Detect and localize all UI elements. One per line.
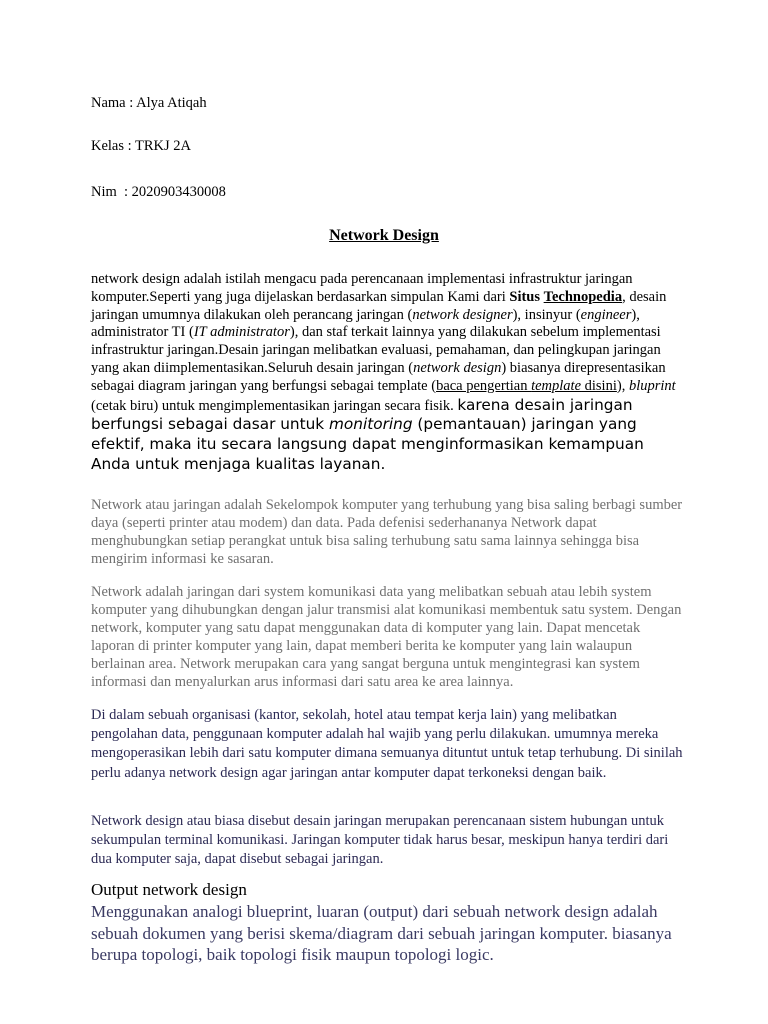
network-system-paragraph: Network adalah jaringan dari system komunikasi data yang melibatkan sebuah atau lebih system komputer yang dihubungkan dengan jalur transmisi alat komunikasi membentuk satu system. Dengan network, komputer yang satu dapat menggunakan data di komputer yang lain. Dapat mencetak laporan di printer komputer yang lain, dapat memberi berita ke komputer yang lain walaupun berlainan area. Network merupakan cara yang sangat berguna untuk mengintegrasi kan system informasi dan menyalurkan arus informasi dari satu area ke area lainnya. <box>91 584 682 691</box>
student-name: Nama : Alya Atiqah <box>91 95 207 111</box>
technopedia-link[interactable]: Technopedia <box>543 288 623 305</box>
sans-sentence: karena desain jaringan berfungsi sebagai dasar untuk monitoring (pemantauan) jaringan yang efektif, maka itu secara langsung dapat menginformasikan kemampuan Anda untuk menjaga kualitas layanan. <box>91 395 644 473</box>
baca-pengertian-link[interactable]: baca pengertian template disini <box>436 377 617 394</box>
intro-paragraph: network design adalah istilah mengacu pada perencanaan implementasi infrastruktur jaringan komputer.Seperti yang juga dijelaskan berdasarkan simpulan Kami dari Situs Technopedia, desain jaringan umumnya dilakukan oleh perancang jaringan (network designer), insinyur (engineer), administrator TI (IT administrator), dan staf terkait lainnya yang dilakukan sebelum implementasi infrastruktur jaringan.Desain jaringan melibatkan evaluasi, pemahaman, dan pelingkupan jaringan yang akan diimplementasikan.Seluruh desain jaringan (network design) biasanya direpresentasikan sebagai diagram jaringan yang berfungsi sebagai template (baca pengertian template disini), bluprint (cetak biru) untuk mengimplementasikan jaringan secara fisik. karena desain jaringan berfungsi sebagai dasar untuk monitoring (pemantauan) jaringan yang efektif, maka itu secara langsung dapat menginformasikan kemampuan Anda untuk menjaga kualitas layanan. <box>91 271 676 473</box>
organization-paragraph: Di dalam sebuah organisasi (kantor, sekolah, hotel atau tempat kerja lain) yang melibatkan pengolahan data, penggunaan komputer adalah hal wajib yang perlu dilakukan. umumnya mereka mengoperasikan lebih dari satu komputer dimana semuanya dituntut untuk tetap terhubung. Di sinilah perlu adanya network design agar jaringan antar komputer dapat terkoneksi dengan baik. <box>91 707 683 781</box>
student-nim: Nim : 2020903430008 <box>91 184 226 200</box>
output-heading: Output network design <box>91 880 247 899</box>
student-class: Kelas : TRKJ 2A <box>91 138 192 154</box>
output-paragraph: Menggunakan analogi blueprint, luaran (output) dari sebuah network design adalah sebuah dokumen yang berisi skema/diagram dari sebuah jaringan komputer. biasanya berupa topologi, baik topologi fisik maupun topologi logic. <box>91 902 672 964</box>
network-definition-paragraph: Network atau jaringan adalah Sekelompok komputer yang terhubung yang bisa saling berbagi sumber daya (seperti printer atau modem) dan data. Pada defenisi sederhananya Network dapat menghubungkan setiap perangkat untuk bisa saling terhubung satu sama lainnya sehingga bisa mengirim informasi ke sasaran. <box>91 497 683 568</box>
network-design-definition-paragraph: Network design atau biasa disebut desain jaringan merupakan perencanaan sistem hubungan untuk sekumpulan terminal komunikasi. Jaringan komputer tidak harus besar, meskipun hanya terdiri dari dua komputer saja, dapat disebut sebagai jaringan. <box>91 813 669 868</box>
document-title: Network Design <box>329 227 439 244</box>
situs-label: Situs <box>509 288 541 305</box>
